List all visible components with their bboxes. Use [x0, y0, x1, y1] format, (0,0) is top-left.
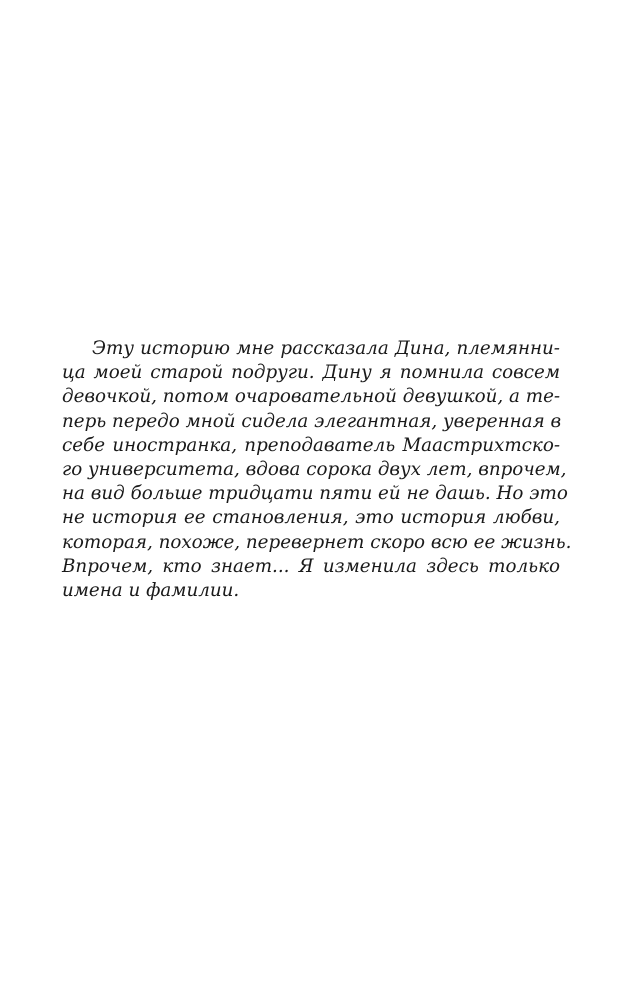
paragraph-line: которая, похоже, перевернет скоро всю ее жизнь.	[62, 531, 572, 553]
paragraph-line: на вид больше тридцати пяти ей не дашь. Но это	[62, 483, 568, 505]
paragraph-line: ца моей старой подруги. Дину я помнила совсем	[62, 362, 560, 384]
paragraph-line: себе иностранка, преподаватель Маастрихтско-	[62, 434, 560, 456]
paragraph-line: не история ее становления, это история любви,	[62, 507, 560, 529]
paragraph-line: го университета, вдова сорока двух лет, впрочем,	[62, 459, 567, 481]
paragraph-line: Эту историю мне рассказала Дина, племянни-	[92, 338, 560, 359]
paragraph-line: Впрочем, кто знает... Я изменила здесь только	[62, 555, 560, 577]
paragraph-line: перь передо мной сидела элегантная, уверенная в	[62, 410, 562, 432]
paragraph-line: девочкой, потом очаровательной девушкой, а те-	[62, 386, 561, 408]
paragraph-line: имена и фамилии.	[62, 580, 240, 602]
epigraph-paragraph	[62, 337, 572, 603]
